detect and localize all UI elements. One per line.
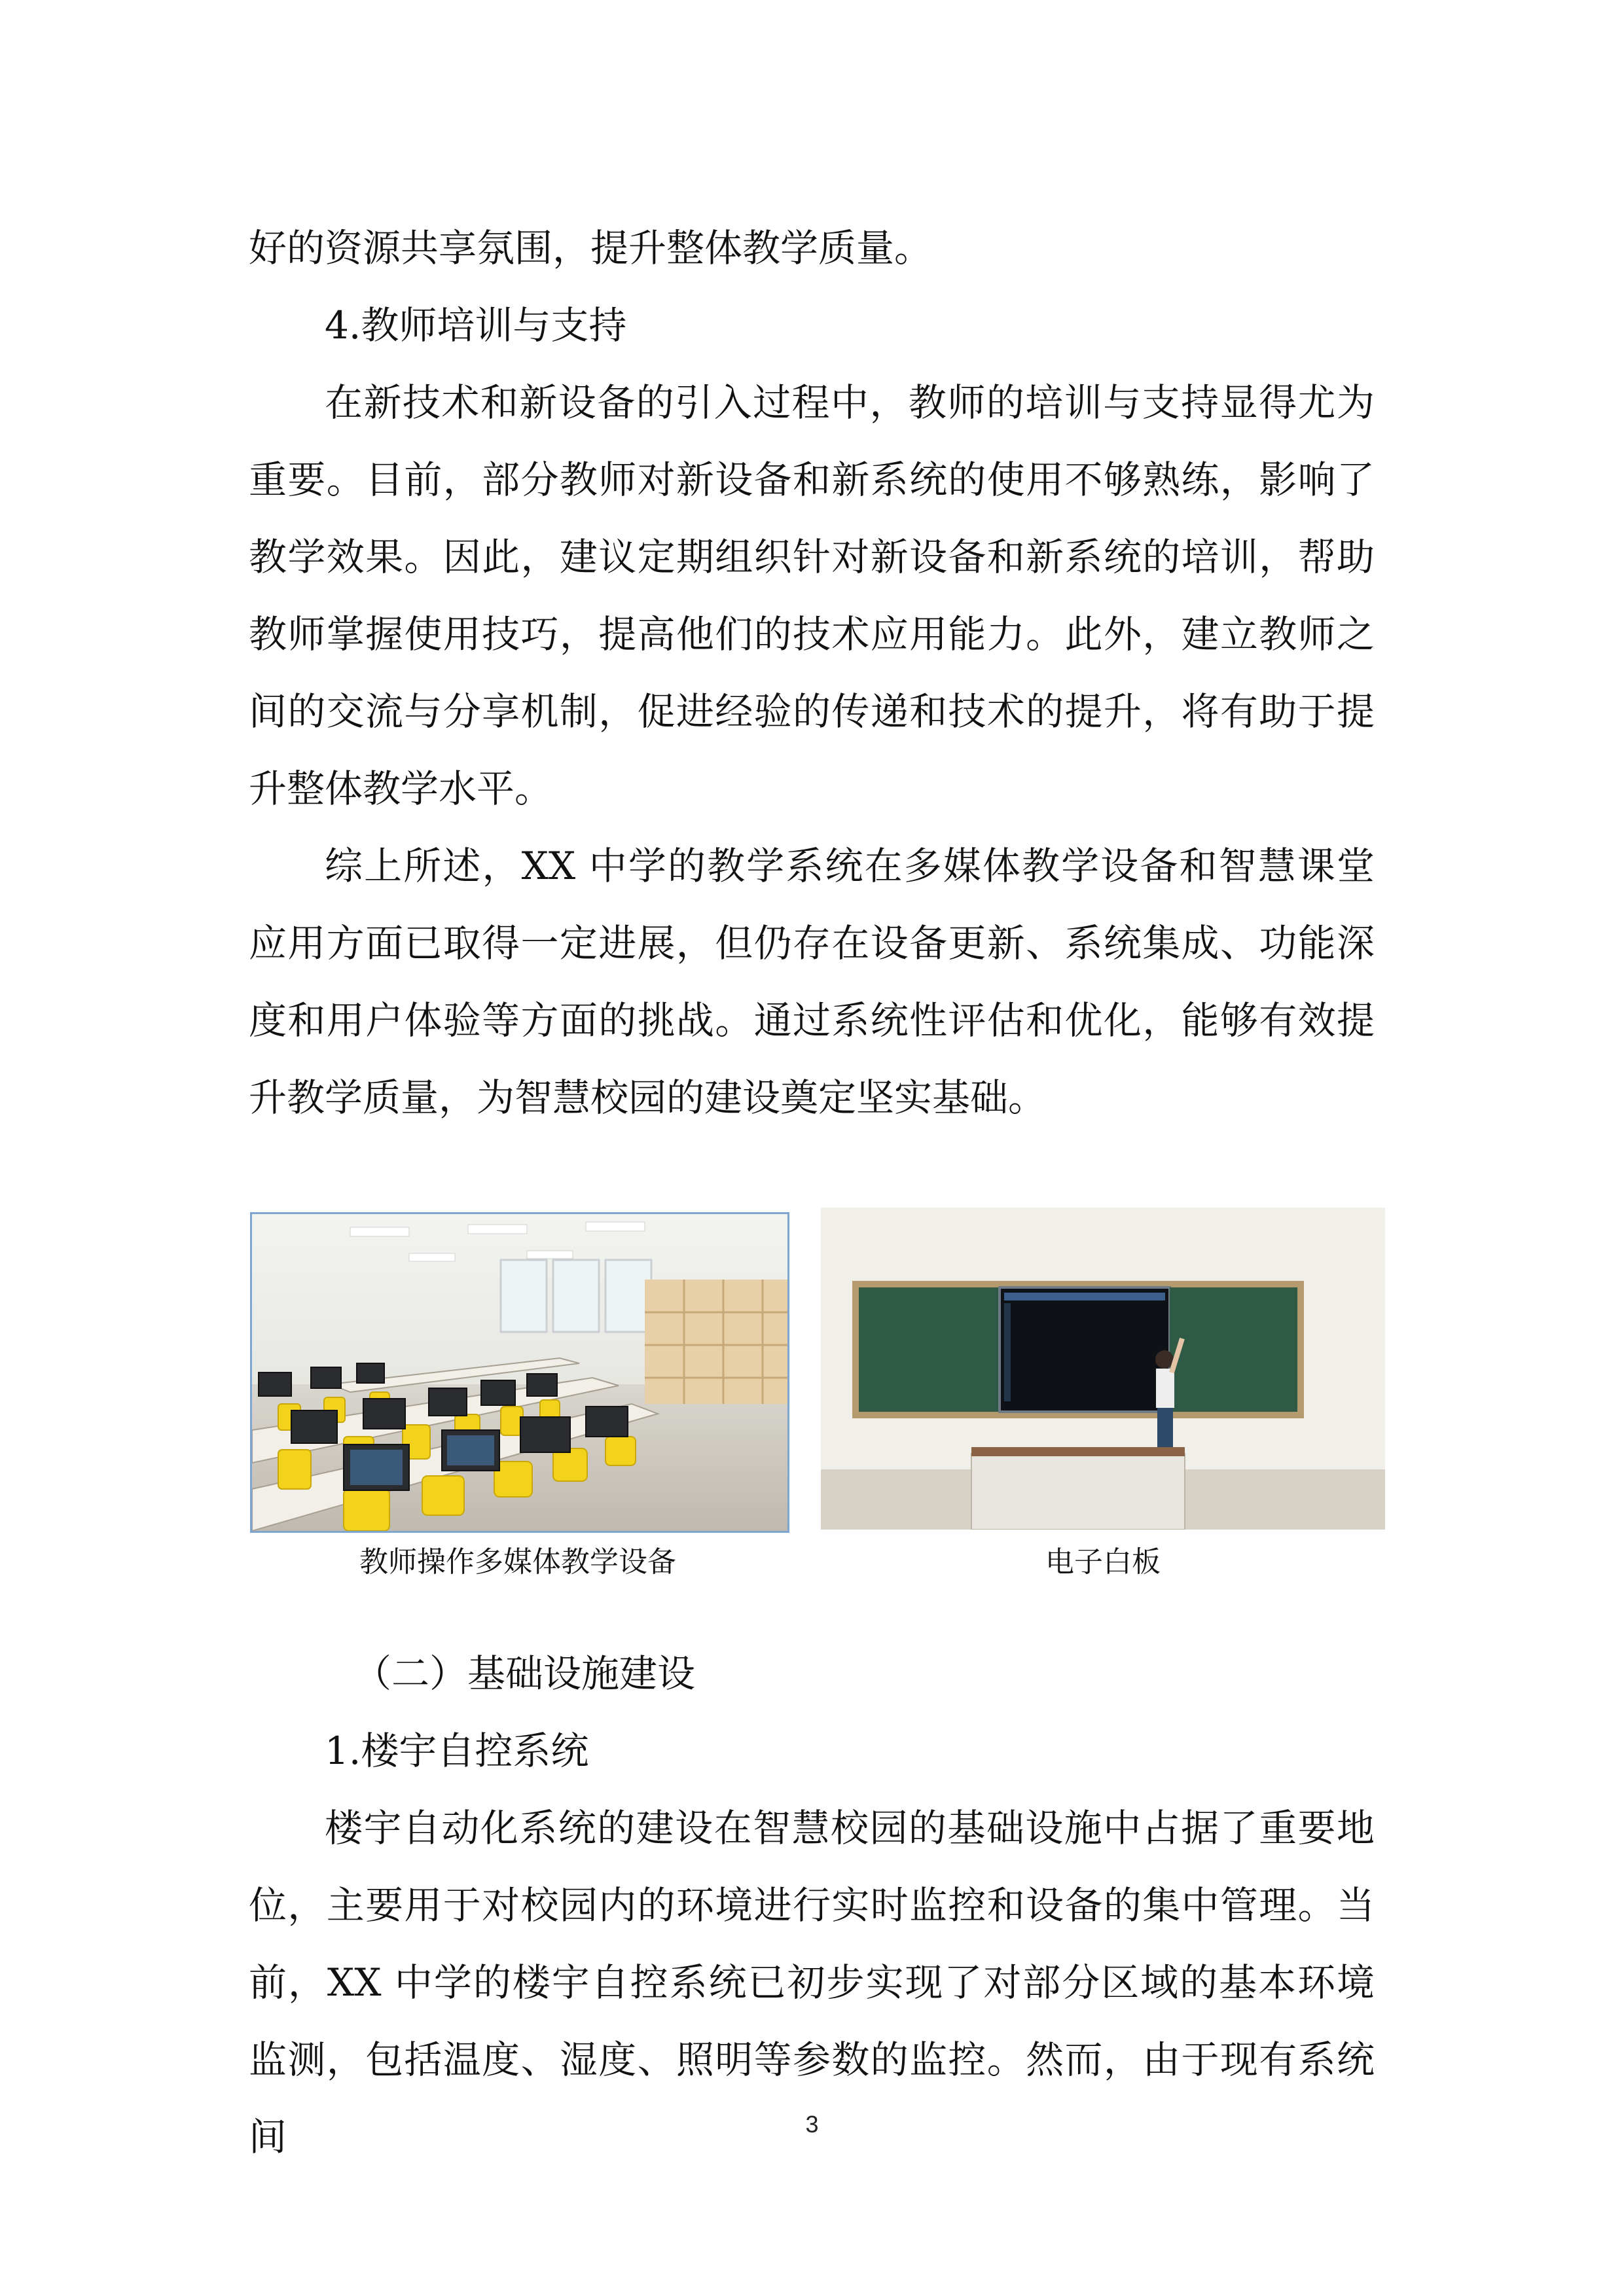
continued-line: 好的资源共享氛围，提升整体教学质量。 — [249, 226, 933, 270]
page-number: 3 — [805, 2111, 819, 2138]
heading-building-automation: 1.楼宇自控系统 — [325, 1729, 589, 1773]
heading-teacher-training: 4.教师培训与支持 — [325, 303, 627, 348]
paragraph-building-automation: 楼宇自动化系统的建设在智慧校园的基础设施中占据了重要地位，主要用于对校园内的环境进行实时监控和设备的集中管理。当前，XX 中学的楼宇自控系统已初步实现了对部分区域的基本环境监测，包括温度、湿度、照明等参数的监控。然而，由于现有系统间 — [249, 1806, 1375, 2159]
computer-lab-photo — [250, 1212, 789, 1533]
top-text-block — [249, 209, 1375, 1136]
left-figure-caption: 教师操作多媒体教学设备 — [359, 1545, 676, 1579]
electronic-whiteboard-photo — [821, 1208, 1385, 1530]
section-heading-infrastructure: （二）基础设施建设 — [353, 1651, 696, 1696]
paragraph-summary: 综上所述，XX 中学的教学系统在多媒体教学设备和智慧课堂应用方面已取得一定进展，但仍存在设备更新、系统集成、功能深度和用户体验等方面的挑战。通过系统性评估和优化，能够有效提升教学质量，为智慧校园的建设奠定坚实基础。 — [249, 844, 1375, 1120]
paragraph-teacher-training: 在新技术和新设备的引入过程中，教师的培训与支持显得尤为重要。目前，部分教师对新设备和新系统的使用不够熟练，影响了教学效果。因此，建议定期组织针对新设备和新系统的培训，帮助教师掌握使用技巧，提高他们的技术应用能力。此外，建立教师之间的交流与分享机制，促进经验的传递和技术的提升，将有助于提升整体教学水平。 — [249, 380, 1375, 811]
bottom-text-block — [249, 1635, 1375, 2176]
right-figure-caption: 电子白板 — [1045, 1545, 1161, 1579]
